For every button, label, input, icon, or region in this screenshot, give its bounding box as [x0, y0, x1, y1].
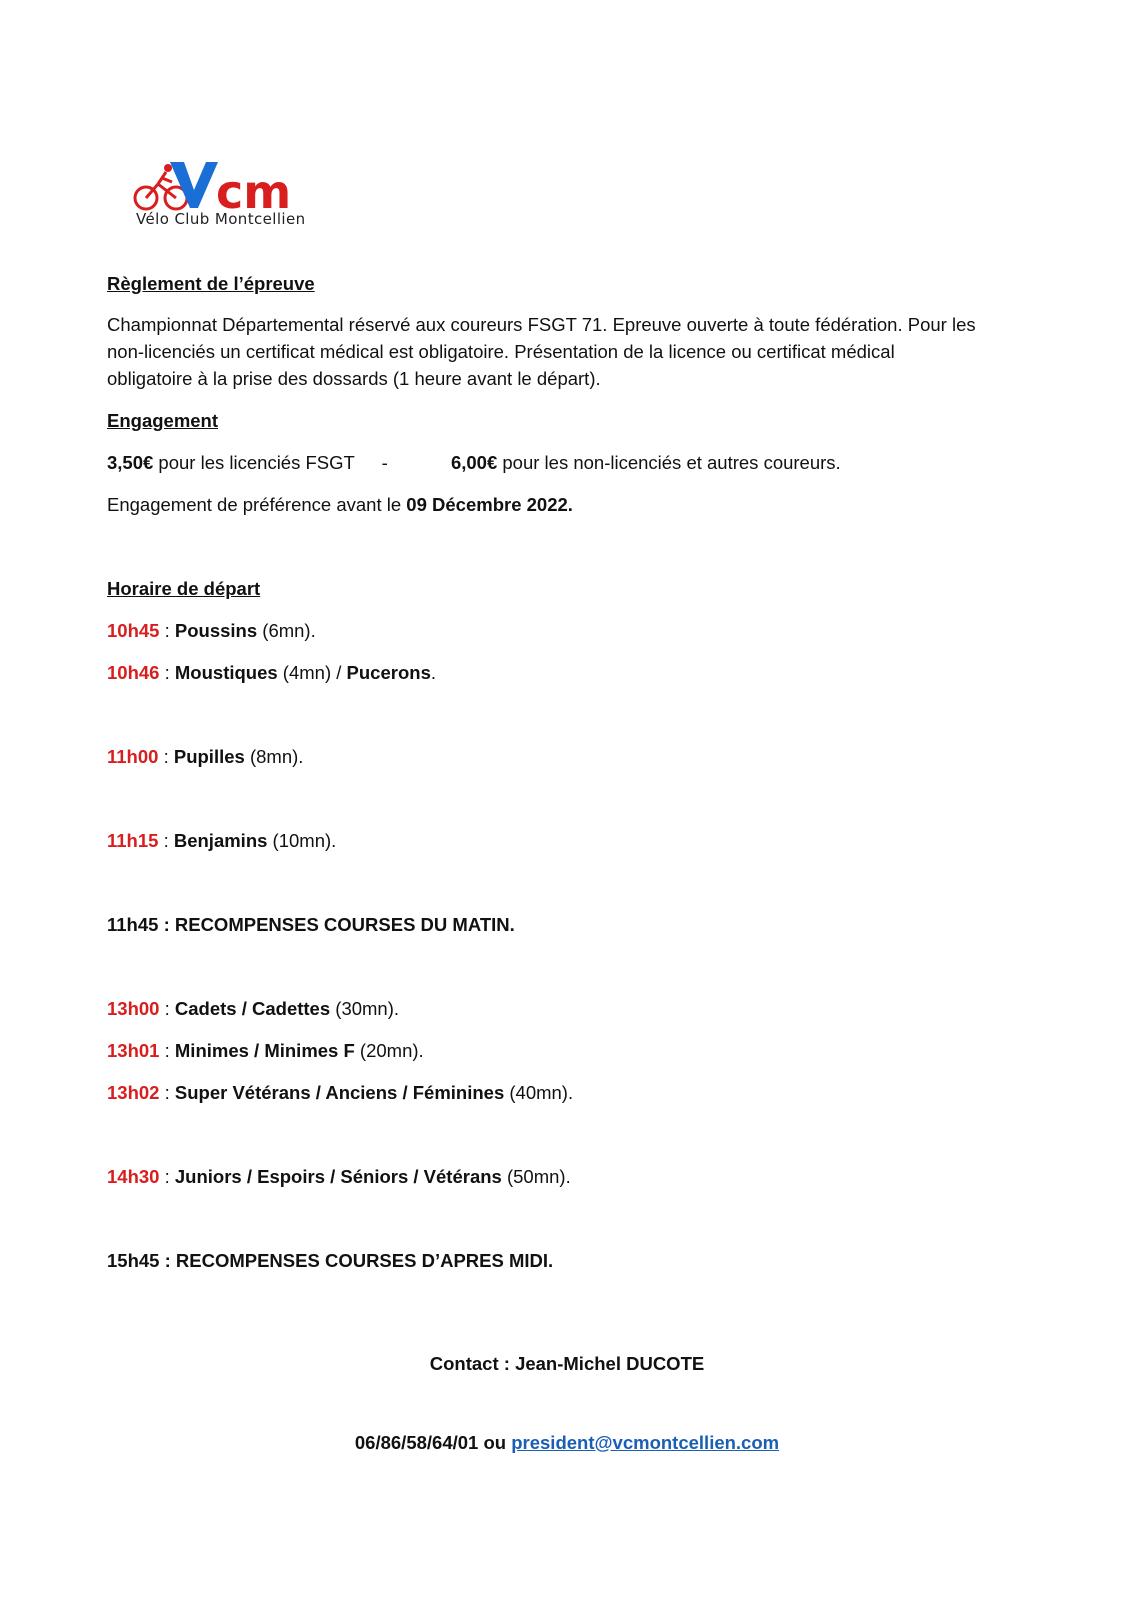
schedule-row [107, 1037, 1027, 1064]
schedule-duration: (4mn) / [277, 662, 347, 683]
schedule-row [107, 1079, 1027, 1106]
schedule-time: 11h15 [107, 830, 159, 851]
section-title-horaire: Horaire de départ [107, 578, 261, 599]
engagement-deadline [107, 491, 1027, 518]
price-non-licencies-label: pour les non-licenciés et autres coureurs. [497, 452, 841, 473]
schedule-duration: (8mn). [244, 746, 304, 767]
schedule-duration: (10mn). [267, 830, 337, 851]
schedule-row [107, 659, 1027, 686]
schedule-category: Moustiques [174, 662, 278, 683]
schedule-time: 10h45 [107, 620, 160, 641]
schedule-time: 11h00 [107, 746, 159, 767]
schedule-duration: (50mn). [501, 1166, 571, 1187]
section-title-engagement: Engagement [107, 410, 219, 431]
engagement-prices [107, 449, 1027, 476]
schedule-category: Juniors / Espoirs / Séniors / Vétérans [174, 1166, 502, 1187]
price-licencies-label: pour les licenciés FSGT [153, 452, 355, 473]
contact-phone: 06/86/58/64/01 ou [354, 1431, 512, 1453]
schedule-category: Minimes / Minimes F [174, 1040, 355, 1061]
price-licencies: 3,50€ [107, 452, 154, 473]
schedule-sep: : [159, 1082, 175, 1103]
document-body [107, 270, 1027, 1474]
schedule-category: Benjamins [173, 830, 268, 851]
schedule-sep: : [159, 1040, 175, 1061]
schedule-time: 10h46 [107, 662, 160, 683]
section-title-reglement: Règlement de l’épreuve [107, 273, 315, 294]
schedule-duration: (40mn). [504, 1082, 574, 1103]
schedule-category: Pupilles [173, 746, 245, 767]
schedule-sep: : [159, 998, 175, 1019]
club-name: Vélo Club Montcellien [136, 210, 306, 228]
schedule-sep: : [158, 830, 174, 851]
price-separator: - [381, 452, 388, 473]
contact-email-link[interactable]: president@vcmontcellien.com [511, 1431, 780, 1453]
schedule-row [107, 995, 1027, 1022]
schedule-sep: : [159, 1166, 175, 1187]
schedule-sep: : [159, 662, 175, 683]
schedule-category: Poussins [174, 620, 258, 641]
reglement-line-3: obligatoire à la prise des dossards (1 heure avant le départ). [107, 368, 601, 389]
schedule-row [107, 743, 1027, 770]
schedule-time: 14h30 [107, 1166, 160, 1187]
schedule-category: Cadets / Cadettes [174, 998, 331, 1019]
schedule-sep: : [158, 746, 174, 767]
deadline-date: 09 Décembre 2022. [406, 494, 573, 515]
reglement-line-2: non-licenciés un certificat médical est obligatoire. Présentation de la licence ou certificat médical [107, 341, 895, 362]
schedule-duration: (6mn). [257, 620, 316, 641]
schedule-time: 13h01 [107, 1040, 160, 1061]
awards-afternoon: 15h45 : RECOMPENSES COURSES D’APRES MIDI. [107, 1250, 554, 1271]
schedule-row [107, 1163, 1027, 1190]
schedule-category: Super Vétérans / Anciens / Féminines [174, 1082, 505, 1103]
schedule-sep: : [159, 620, 175, 641]
svg-text:cm: cm [216, 165, 292, 219]
price-non-licencies: 6,00€ [450, 452, 498, 473]
schedule-time: 13h02 [107, 1082, 160, 1103]
schedule-time: 13h00 [107, 998, 160, 1019]
schedule-end: . [430, 662, 436, 683]
deadline-prefix: Engagement de préférence avant le [107, 494, 407, 515]
schedule-duration: (20mn). [354, 1040, 424, 1061]
awards-morning: 11h45 : RECOMPENSES COURSES DU MATIN. [107, 914, 515, 935]
contact-details [107, 1429, 1027, 1456]
schedule-row [107, 617, 1027, 644]
schedule-category-2: Pucerons [346, 662, 431, 683]
contact-name: Contact : Jean-Michel DUCOTE [429, 1352, 705, 1374]
reglement-line-1: Championnat Départemental réservé aux coureurs FSGT 71. Epreuve ouverte à toute fédération. Pour les [107, 314, 976, 335]
schedule-duration: (30mn). [330, 998, 400, 1019]
schedule-row [107, 827, 1027, 854]
